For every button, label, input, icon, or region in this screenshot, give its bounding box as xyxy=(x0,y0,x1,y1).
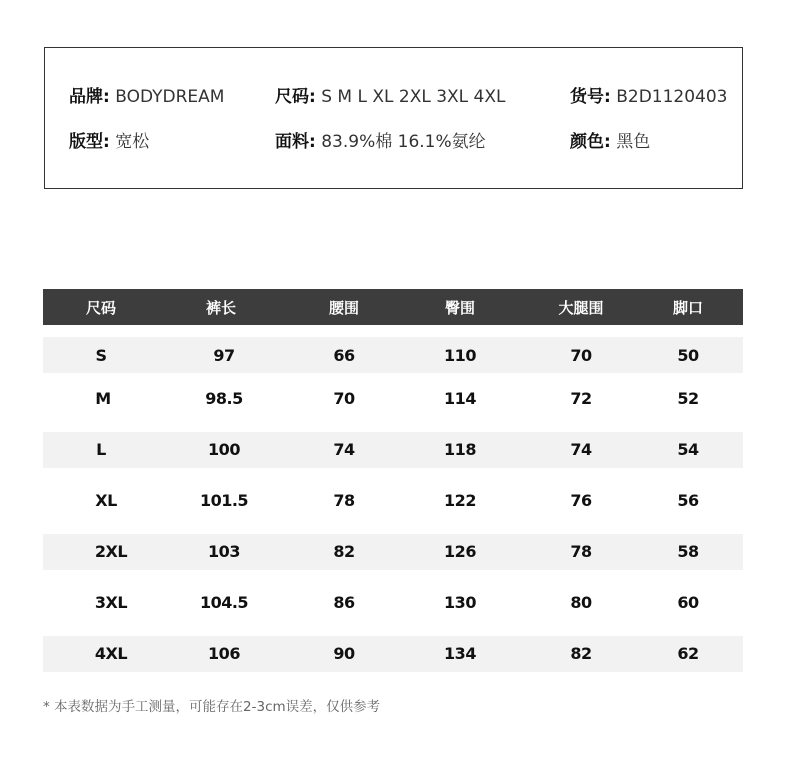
table-body xyxy=(43,337,743,679)
fabric-info xyxy=(275,132,486,152)
cell-thigh: 74 xyxy=(570,440,592,459)
table-row xyxy=(43,526,743,577)
cell-hip: 126 xyxy=(444,542,476,561)
color-value: 黑色 xyxy=(616,132,651,152)
header-length: 裤长 xyxy=(205,298,237,317)
cell-size: 2XL xyxy=(94,542,128,561)
header-size: 尺码 xyxy=(85,298,117,317)
brand-info xyxy=(69,87,224,107)
cell-thigh: 80 xyxy=(570,593,592,612)
cell-waist: 86 xyxy=(333,593,355,612)
header-hem: 脚口 xyxy=(672,298,704,317)
cell-length: 103 xyxy=(208,542,240,561)
cell-waist: 70 xyxy=(333,389,355,408)
fabric-label: 面料: xyxy=(275,132,316,152)
cell-hip: 134 xyxy=(444,644,476,663)
color-info xyxy=(570,132,650,152)
size-value: S M L XL 2XL 3XL 4XL xyxy=(321,87,506,107)
cell-hem: 56 xyxy=(677,491,699,510)
cell-thigh: 76 xyxy=(570,491,592,510)
table-row xyxy=(43,373,743,424)
cell-size: XL xyxy=(95,491,117,510)
cell-length: 98.5 xyxy=(205,389,243,408)
cell-size: S xyxy=(95,345,107,365)
table-header xyxy=(43,289,743,325)
cell-size: L xyxy=(96,440,106,459)
cell-hem: 62 xyxy=(677,644,699,663)
brand-label: 品牌: xyxy=(69,87,110,107)
header-waist: 腰围 xyxy=(328,298,360,317)
cell-length: 106 xyxy=(208,644,240,663)
cell-hem: 58 xyxy=(677,542,699,561)
cell-hem: 60 xyxy=(677,593,699,612)
cell-waist: 90 xyxy=(333,644,355,663)
color-label: 颜色: xyxy=(570,132,611,152)
size-info xyxy=(275,87,506,107)
measurement-note: * 本表数据为手工测量，可能存在2-3cm误差，仅供参考 xyxy=(43,699,381,715)
cell-thigh: 70 xyxy=(570,345,592,365)
cell-thigh: 78 xyxy=(570,542,592,561)
cell-length: 101.5 xyxy=(199,491,249,510)
cell-hip: 122 xyxy=(444,491,476,510)
cell-size: 4XL xyxy=(94,644,128,663)
cell-thigh: 82 xyxy=(570,644,592,663)
cell-waist: 74 xyxy=(333,440,355,459)
sku-info xyxy=(570,87,728,107)
cell-waist: 78 xyxy=(333,491,355,510)
fit-label: 版型: xyxy=(69,132,110,152)
sku-value: B2D1120403 xyxy=(616,87,728,107)
size-label: 尺码: xyxy=(275,87,316,107)
cell-size: 3XL xyxy=(94,593,128,612)
fabric-value: 83.9%棉 16.1%氨纶 xyxy=(321,132,486,152)
cell-size: M xyxy=(95,389,111,408)
cell-hem: 54 xyxy=(677,440,699,459)
table-row xyxy=(43,628,743,679)
fit-value: 宽松 xyxy=(115,132,150,152)
cell-hem: 52 xyxy=(677,389,699,408)
cell-length: 100 xyxy=(208,440,240,459)
product-info-box xyxy=(44,47,743,189)
header-hip: 臀围 xyxy=(444,298,476,317)
cell-thigh: 72 xyxy=(570,389,592,408)
sku-label: 货号: xyxy=(570,87,611,107)
header-thigh: 大腿围 xyxy=(558,298,604,317)
table-row xyxy=(43,577,743,628)
cell-hip: 118 xyxy=(444,440,476,459)
size-chart-table xyxy=(43,289,743,679)
cell-hip: 114 xyxy=(444,389,476,408)
brand-value: BODYDREAM xyxy=(115,87,225,107)
table-row xyxy=(43,337,743,373)
cell-hip: 130 xyxy=(444,593,476,612)
cell-waist: 66 xyxy=(333,345,355,365)
table-row xyxy=(43,475,743,526)
cell-length: 97 xyxy=(213,345,235,365)
fit-info xyxy=(69,132,149,152)
cell-waist: 82 xyxy=(333,542,355,561)
table-row xyxy=(43,424,743,475)
cell-hip: 110 xyxy=(444,345,476,365)
cell-length: 104.5 xyxy=(199,593,249,612)
cell-hem: 50 xyxy=(677,345,699,365)
